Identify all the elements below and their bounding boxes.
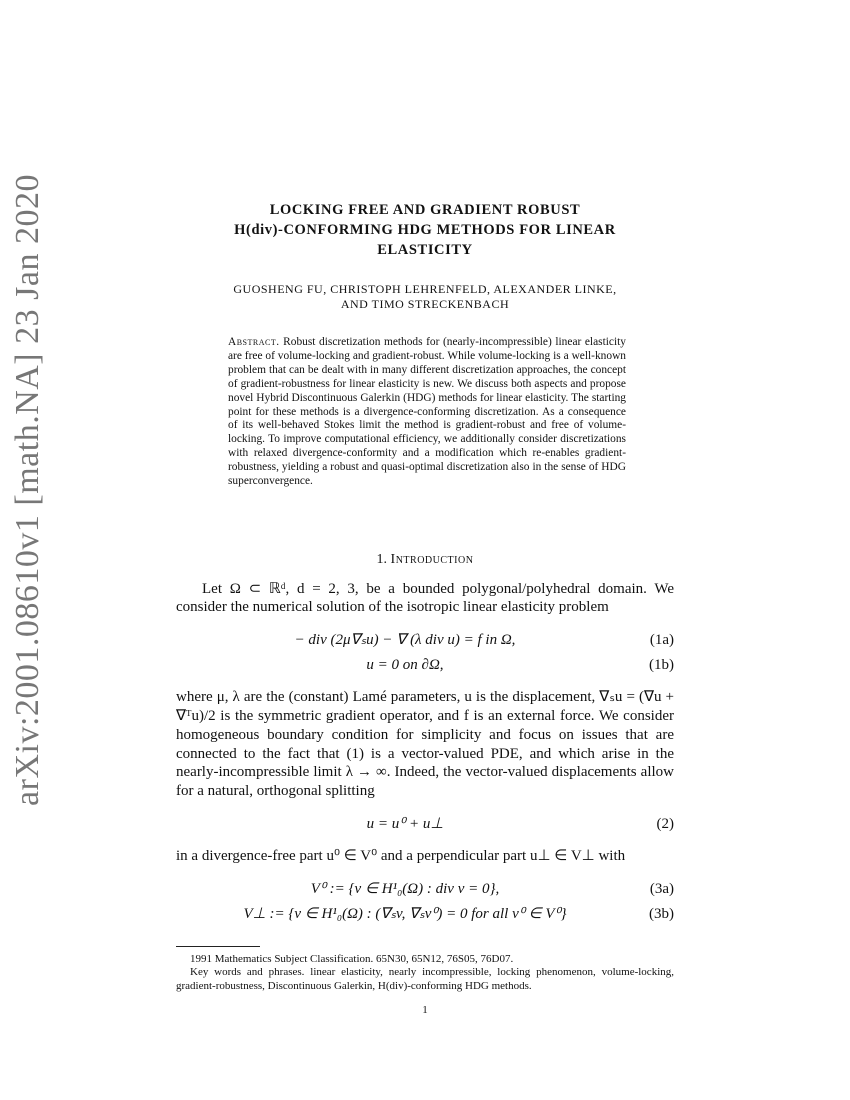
intro-paragraph-3: in a divergence-free part u⁰ ∈ V⁰ and a perpendicular part u⊥ ∈ V⊥ with [176,848,626,865]
page-number: 1 [422,1004,428,1017]
footnote-divider [176,946,260,947]
section-number: 1. [376,551,388,567]
footnotes [176,953,674,994]
equation-1a [176,631,674,650]
intro-paragraph-2: where μ, λ are the (constant) Lamé parameters, u is the displacement, ∇ₛu = (∇u + ∇ᵀu)/2 is the symmetric gradient operator, and f is an external force. We consider homogeneous boundary condition for simplicity and focus on issues that are connected to the fact that (1) is a vector-valued PDE, and which arise in the nearly-incompressible limit λ → ∞. Indeed, the vector-valued displacements allow for a natural, orthogonal splitting [176,689,674,799]
equation-group-3 [176,880,674,923]
equation-3a-body: V⁰ := {v ∈ H¹₀(Ω) : div v = 0}, [310,881,500,898]
equation-1b-number: (1b) [649,656,674,673]
equation-1b-body: u = 0 on ∂Ω, [366,656,444,673]
equation-1a-body: − div (2μ∇ₛu) − ∇ (λ div u) = f in Ω, [294,632,516,649]
section-title: Introduction [390,551,474,567]
author-list [176,282,674,312]
paper-page [176,200,674,1020]
equation-2-body: u = u⁰ + u⊥ [366,815,444,832]
arxiv-identifier: arXiv:2001.08610v1 [math.NA] 23 Jan 2020 [9,174,47,806]
title-line-2: H(div)-CONFORMING HDG METHODS FOR LINEAR [234,222,616,238]
arxiv-sidebar [4,174,52,806]
title-line-3: ELASTICITY [377,242,473,258]
equation-2-number: (2) [656,815,674,832]
equation-1b [176,656,674,675]
footnote-keywords: Key words and phrases. linear elasticity, nearly incompressible, locking phenomenon, volume-locking, gradient-robustness, Discontinuous Galerkin, H(div)-conforming HDG methods. [176,966,674,992]
paper-title [176,200,674,260]
authors-line-2: AND TIMO STRECKENBACH [340,297,510,311]
title-line-1: LOCKING FREE AND GRADIENT ROBUST [269,202,581,218]
equation-1a-number: (1a) [649,632,674,649]
equation-3b-body: V⊥ := {v ∈ H¹₀(Ω) : (∇ₛv, ∇ₛv⁰) = 0 for all v⁰ ∈ V⁰} [243,905,567,922]
abstract-text: Robust discretization methods for (nearly-incompressible) linear elasticity are free of volume-locking and gradient-robust. While volume-locking is a well-known problem that can be dealt with in many different discretization approaches, the concept of gradient-robustness for linear elasticity is new. We discuss both aspects and propose novel Hybrid Discontinuous Galerkin (HDG) methods for linear elasticity. The starting point for these methods is a divergence-conforming discretization. As a consequence of its well-behaved Stokes limit the method is gradient-robust and free of volume-locking. To improve computational efficiency, we additionally consider discretizations with relaxed divergence-conformity and a modification which re-enables gradient-robustness, yielding a robust and quasi-optimal discretization also in the sense of HDG superconvergence. [228,336,626,488]
equation-3a-number: (3a) [649,881,674,898]
equation-2 [176,815,674,834]
section-heading [176,551,674,570]
equation-3a [176,880,674,899]
equation-3b [176,905,674,924]
abstract [228,336,626,489]
abstract-label: Abstract. [228,336,280,348]
equation-3b-number: (3b) [649,905,674,922]
intro-paragraph-1: Let Ω ⊂ ℝᵈ, d = 2, 3, be a bounded polygonal/polyhedral domain. We consider the numerical solution of the isotropic linear elasticity problem [176,580,674,616]
equation-group-1 [176,631,674,674]
footnote-msc: 1991 Mathematics Subject Classification. 65N30, 65N12, 76S05, 76D07. [190,952,514,965]
authors-line-1: GUOSHENG FU, CHRISTOPH LEHRENFELD, ALEXANDER LINKE, [233,282,617,296]
equation-group-2 [176,815,674,834]
